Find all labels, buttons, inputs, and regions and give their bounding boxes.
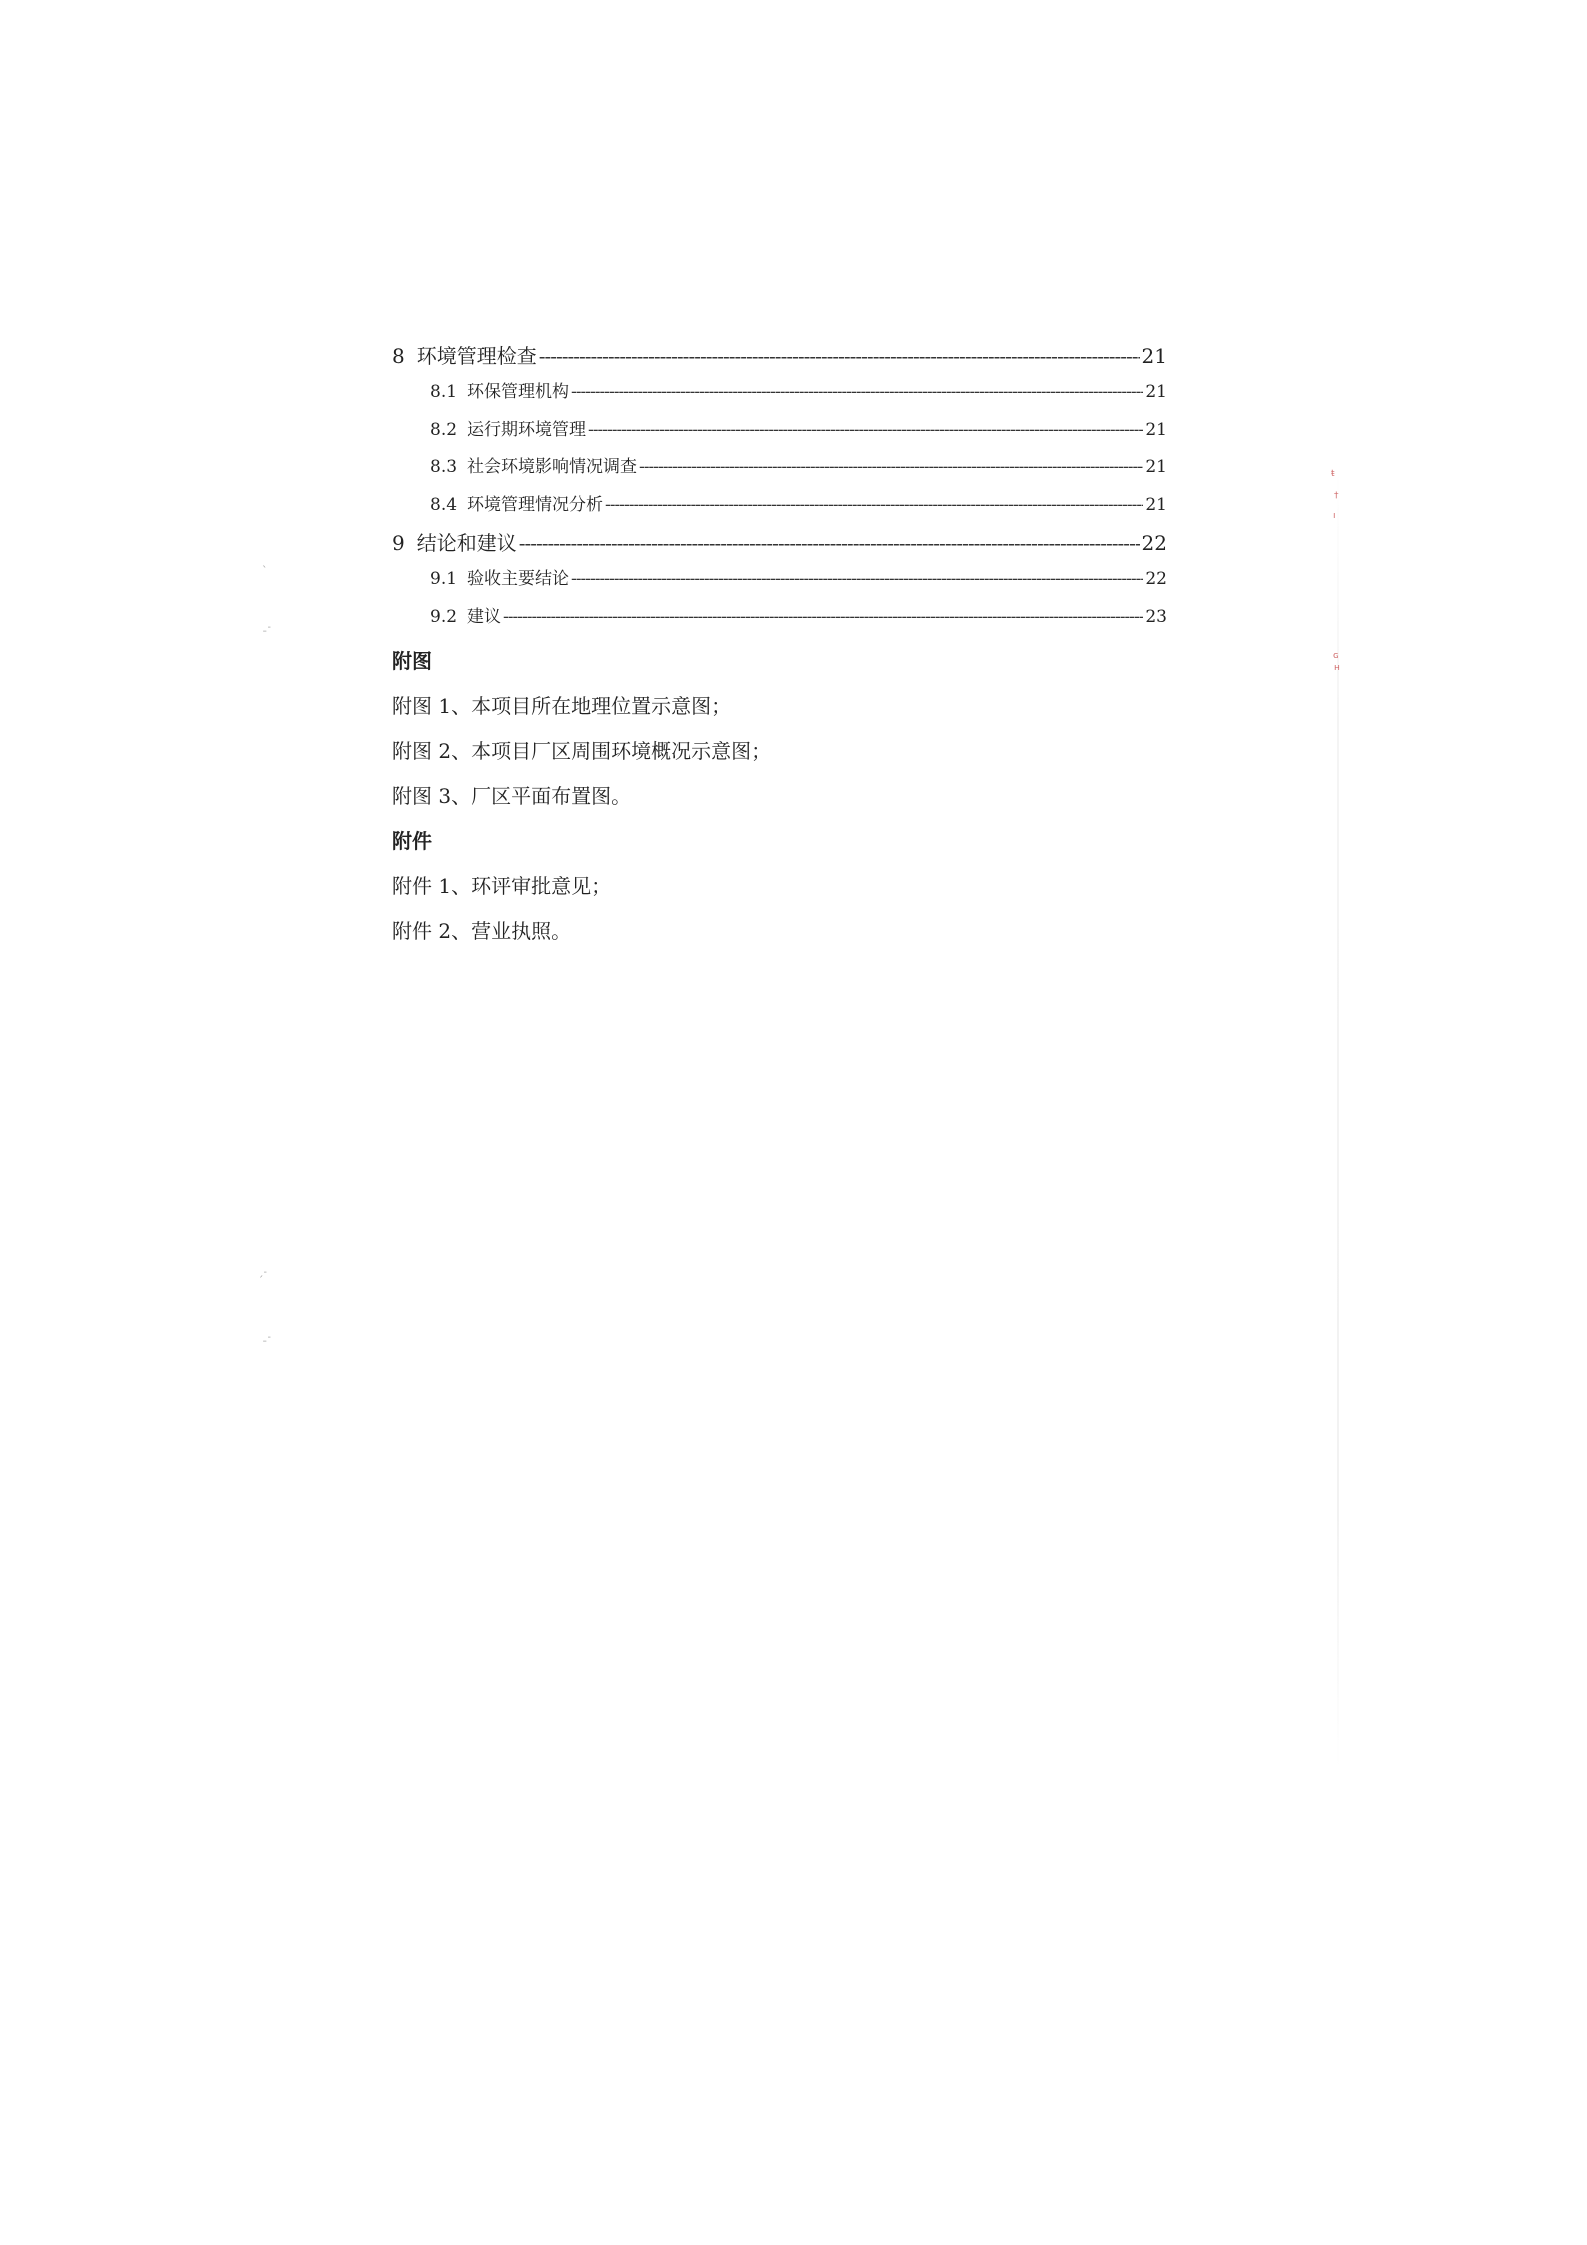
scan-smudge: ˎ — [262, 555, 268, 568]
toc-entry-title: 社会环境影响情况调查 — [467, 457, 638, 477]
toc-entry-title: 结论和建议 — [416, 531, 517, 555]
figure-item: 附图 1、本项目所在地理位置示意图； — [392, 694, 732, 718]
toc-chapter-entry — [392, 527, 1167, 564]
toc-entry-number: 8.1 — [430, 382, 458, 402]
toc-entry-page: 21 — [1145, 419, 1167, 440]
toc-entry-title: 环保管理机构 — [467, 382, 570, 402]
toc-entry-title: 环境管理情况分析 — [467, 494, 604, 515]
toc-entry-page: 21 — [1145, 382, 1167, 402]
red-stamp-mark: ŧ — [1331, 469, 1335, 479]
toc-section-entry — [392, 452, 1167, 490]
toc-entry-number: 8 — [392, 344, 405, 368]
toc-chapter-entry — [392, 340, 1167, 377]
toc-entry-page: 22 — [1141, 531, 1167, 555]
toc-dot-leader — [639, 457, 1143, 477]
toc-dot-leader — [571, 382, 1143, 402]
toc-entry-number: 8.3 — [430, 457, 458, 477]
toc-section-entry — [392, 564, 1167, 602]
toc-entry-page: 21 — [1145, 494, 1167, 515]
toc-dot-leader — [539, 344, 1140, 368]
red-stamp-mark: † — [1334, 491, 1339, 501]
appendix-section — [392, 645, 1192, 960]
toc-dot-leader — [503, 607, 1143, 627]
toc-dot-leader — [605, 495, 1143, 515]
toc-entry-title: 环境管理检查 — [416, 344, 537, 368]
toc-entry-number: 9 — [392, 531, 405, 555]
scan-smudge: ˍ˗ — [262, 1330, 271, 1343]
toc-entry-title: 验收主要结论 — [467, 569, 570, 589]
figure-item: 附图 3、厂区平面布置图。 — [392, 784, 632, 808]
toc-entry-number: 9.1 — [430, 569, 458, 589]
toc-entry-page: 23 — [1145, 606, 1167, 627]
toc-entry-title: 建议 — [467, 606, 502, 627]
table-of-contents — [392, 340, 1167, 639]
toc-entry-page: 22 — [1145, 569, 1167, 589]
toc-section-entry — [392, 490, 1167, 528]
toc-entry-number: 8.2 — [430, 419, 458, 440]
toc-entry-page: 21 — [1145, 457, 1167, 477]
toc-entry-page: 21 — [1141, 344, 1167, 368]
red-stamp-mark: ı — [1333, 511, 1336, 521]
toc-entry-number: 8.4 — [430, 494, 458, 515]
toc-entry-title: 运行期环境管理 — [467, 419, 587, 440]
attachment-item: 附件 1、环评审批意见； — [392, 874, 612, 898]
toc-dot-leader — [588, 420, 1143, 440]
toc-dot-leader — [571, 569, 1143, 589]
toc-section-entry — [392, 415, 1167, 453]
figure-item: 附图 2、本项目厂区周围环境概况示意图； — [392, 739, 772, 763]
red-stamp-mark: ʜ — [1334, 663, 1340, 673]
scan-smudge: ˍ˗ — [262, 620, 271, 633]
toc-entry-number: 9.2 — [430, 606, 458, 627]
toc-dot-leader — [519, 531, 1140, 555]
attachment-item: 附件 2、营业执照。 — [392, 919, 572, 943]
scan-smudge: ˏ˗ — [258, 1265, 267, 1278]
attachments-heading: 附件 — [392, 829, 432, 853]
toc-section-entry — [392, 602, 1167, 640]
figures-heading: 附图 — [392, 649, 432, 673]
toc-section-entry — [392, 377, 1167, 415]
red-stamp-mark: ɢ — [1333, 651, 1339, 661]
